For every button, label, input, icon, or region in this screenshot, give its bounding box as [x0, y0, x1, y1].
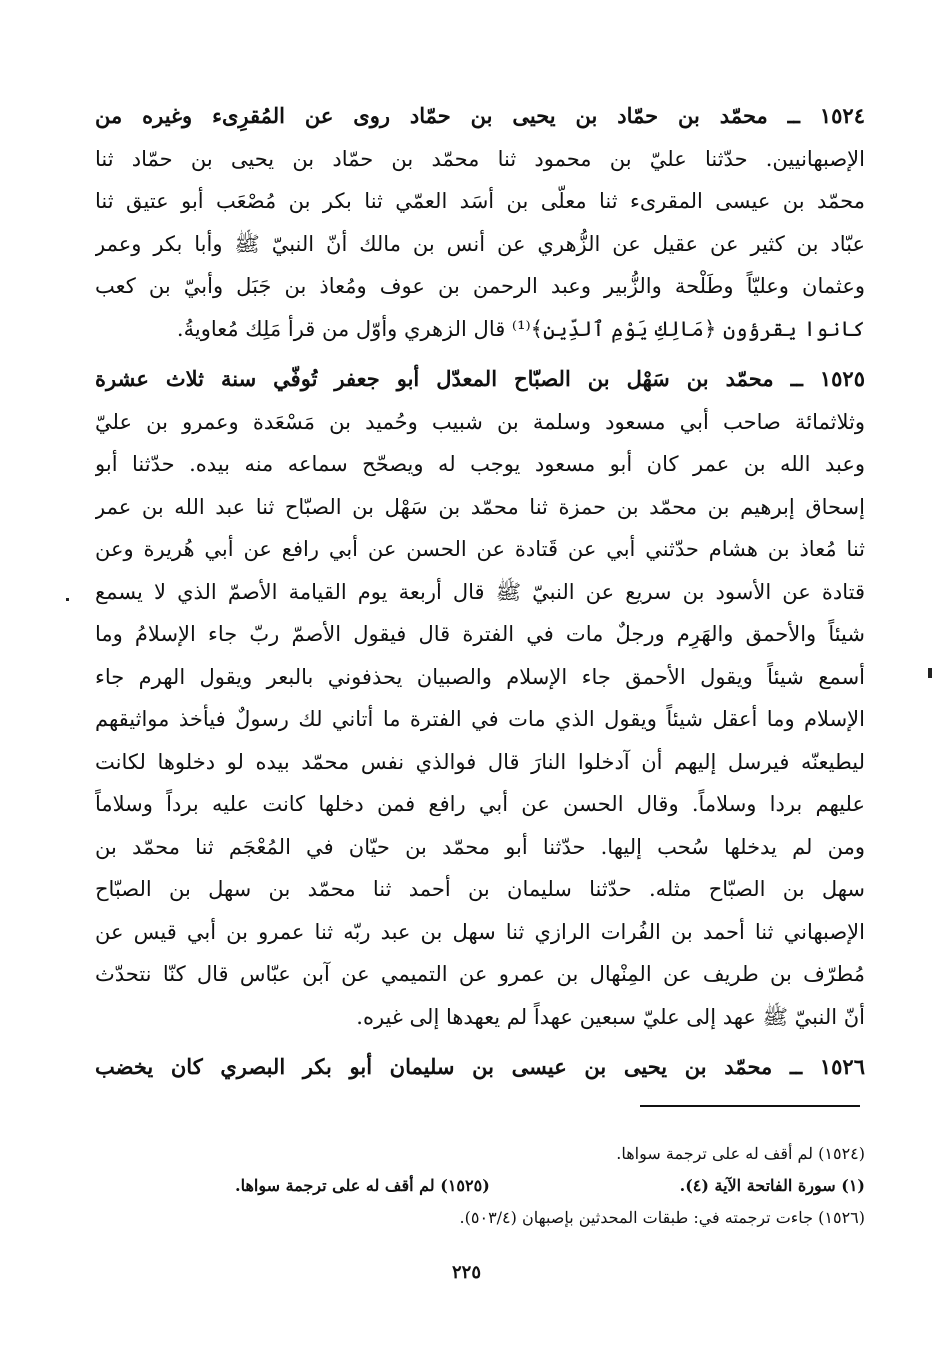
page-number: ٢٢٥	[451, 1262, 481, 1283]
entry-1524-text	[95, 95, 865, 350]
entry-1525-line-12: ومن لم يدخلها سُحب إليها. حدّثنا أبو محمّد بن حيّان في المُعْجَم ثنا محمّد بن	[95, 834, 865, 859]
footnote-divider	[640, 1105, 860, 1107]
footnote-row-2	[95, 1170, 865, 1202]
entry-1524-line-3: محمّد بن عيسى المقرىء ثنا معلّى بن أسَد العمّي ثنا بكر بن مُصْعَب أبو عتيق ثنا	[95, 189, 865, 213]
entry-1524-line-5: وعثمان وعليّاً وطَلْحة والزُّبير وعبد الرحمن بن عوف ومُعاذ بن جَبَل وأبيّ بن كعب	[95, 274, 865, 298]
entry-1525-line-13: سهل بن الصبّاح مثله. حدّثنا سليمان بن أحمد ثنا محمّد بن سهل بن الصبّاح	[95, 877, 865, 901]
entry-1525-line-16: أنّ النبيّ ﷺ عهد إلى عليّ سبعين عهداً لم يعهدها إلى غيره.	[356, 1004, 865, 1029]
entry-1525-line-7: شيئاً والأحمق والهَرِم ورجلٌ مات في الفترة قال فيقول الأصمّ ربّ جاء الإسلامُ وما	[95, 622, 865, 646]
footnote-1524: (١٥٢٤) لم أقف له على ترجمة سواها.	[616, 1144, 865, 1163]
entry-1525-line-4: إسحاق إبرهيم بن محمّد بن حمزة ثنا محمّد بن سَهْل بن الصبّاح ثنا عبد الله بن عمر	[95, 494, 865, 519]
entry-1524-line-6: كانوا يقرؤون ﴿مَالِكِ يَوْمِ ٱلدِّينِ﴾⁽¹⁾ قال الزهري وأوّل من قرأ مَلِك مُعاويةُ.	[176, 316, 865, 341]
entry-1525-line-15: مُطرّف بن طريف عن المِنْهال بن عمرو عن التميمي عن آبن عبّاس قال كنّا نتحدّث	[95, 962, 865, 986]
footnote-1526: (١٥٢٦) جاءت ترجمته في: طبقات المحدثين بإصبهان (٥٠٣/٤).	[459, 1208, 865, 1227]
entry-1525-line-1: ١٥٢٥ ــ محمّد بن سَهْل بن الصبّاح المعدّل أبو جعفر تُوفّي سنة ثلاث عشرة	[95, 366, 865, 391]
footnote-1525: (١٥٢٥) لم أقف له على ترجمة سواها.	[235, 1176, 490, 1195]
entry-1526	[95, 1046, 865, 1089]
footnote-1: (١) سورة الفاتحة الآية (٤).	[679, 1176, 865, 1195]
entry-1525-line-8: أسمع شيئاً ويقول الأحمق جاء الإسلام والصبيان يحذفوني بالبعر ويقول الهرم جاء	[95, 664, 865, 689]
scan-mark-right	[928, 668, 932, 678]
entry-1525-line-11: عليهم بردا وسلاماً. وقال الحسن عن أبي رافع فمن دخلها كانت عليه برداً وسلاماً	[95, 792, 865, 816]
scan-mark-left	[66, 598, 69, 601]
page-body	[95, 95, 865, 1089]
entry-1525-line-10: ليطيعنّه فيرسل إليهم أن آدخلوا النارَ قال فوالذي نفس محمّد بيده لو دخلوها لكانت	[95, 749, 865, 774]
entry-1525	[95, 358, 865, 1038]
entry-1525-line-9: الإسلام وما أعقل شيئاً ويقول الذي مات في الفترة ما أتاني لك رسولٌ فيأخذ مواثيقهم	[95, 707, 865, 731]
entry-1525-text	[95, 358, 865, 1038]
entry-1525-line-6: قتادة عن الأسود بن سريع عن النبيّ ﷺ قال أربعة يوم القيامة الأصمّ الذي لا يسمع	[95, 579, 865, 604]
entry-1524	[95, 95, 865, 350]
entry-1526-line-1: ١٥٢٦ ــ محمّد بن يحيى بن عيسى بن سليمان أبو بكر البصري كان يخضب	[95, 1054, 865, 1079]
entry-1525-line-2: وثلاثمائة صاحب أبي مسعود وسلمة بن شبيب وحُميد بن مَسْعَدة وعمرو بن عليّ	[95, 409, 865, 434]
entry-1524-line-1: ١٥٢٤ ــ محمّد بن حمّاد بن يحيى بن حمّاد روى عن المُقرِىء وغيره من	[95, 103, 865, 128]
entry-1524-line-4: عبّاد بن كثير عن عقيل عن الزُّهري عن أنس بن مالك أنّ النبيّ ﷺ وأبا بكر وعمر	[95, 231, 865, 256]
entry-1525-line-5: ثنا مُعاذ بن هشام حدّثني أبي عن قَتادة عن الحسن عن أبي رافع عن أبي هُريرة وعن	[95, 537, 865, 561]
entry-1526-text	[95, 1046, 865, 1089]
entry-1525-line-14: الإصبهاني ثنا أحمد بن الفُرات الرازي ثنا سهل بن عبد ربّه ثنا عمرو بن أبي قيس عن	[95, 919, 865, 944]
entry-1524-line-2: الإصبهانيين. حدّثنا عليّ بن محمود ثنا محمّد بن حمّاد بن يحيى بن حمّاد ثنا	[95, 146, 865, 171]
footnotes	[95, 1138, 865, 1234]
entry-1525-line-3: وعبد الله بن عمر كان أبو مسعود يوجب له ويصحّح سماعه منه بيده. حدّثنا أبو	[95, 452, 865, 476]
